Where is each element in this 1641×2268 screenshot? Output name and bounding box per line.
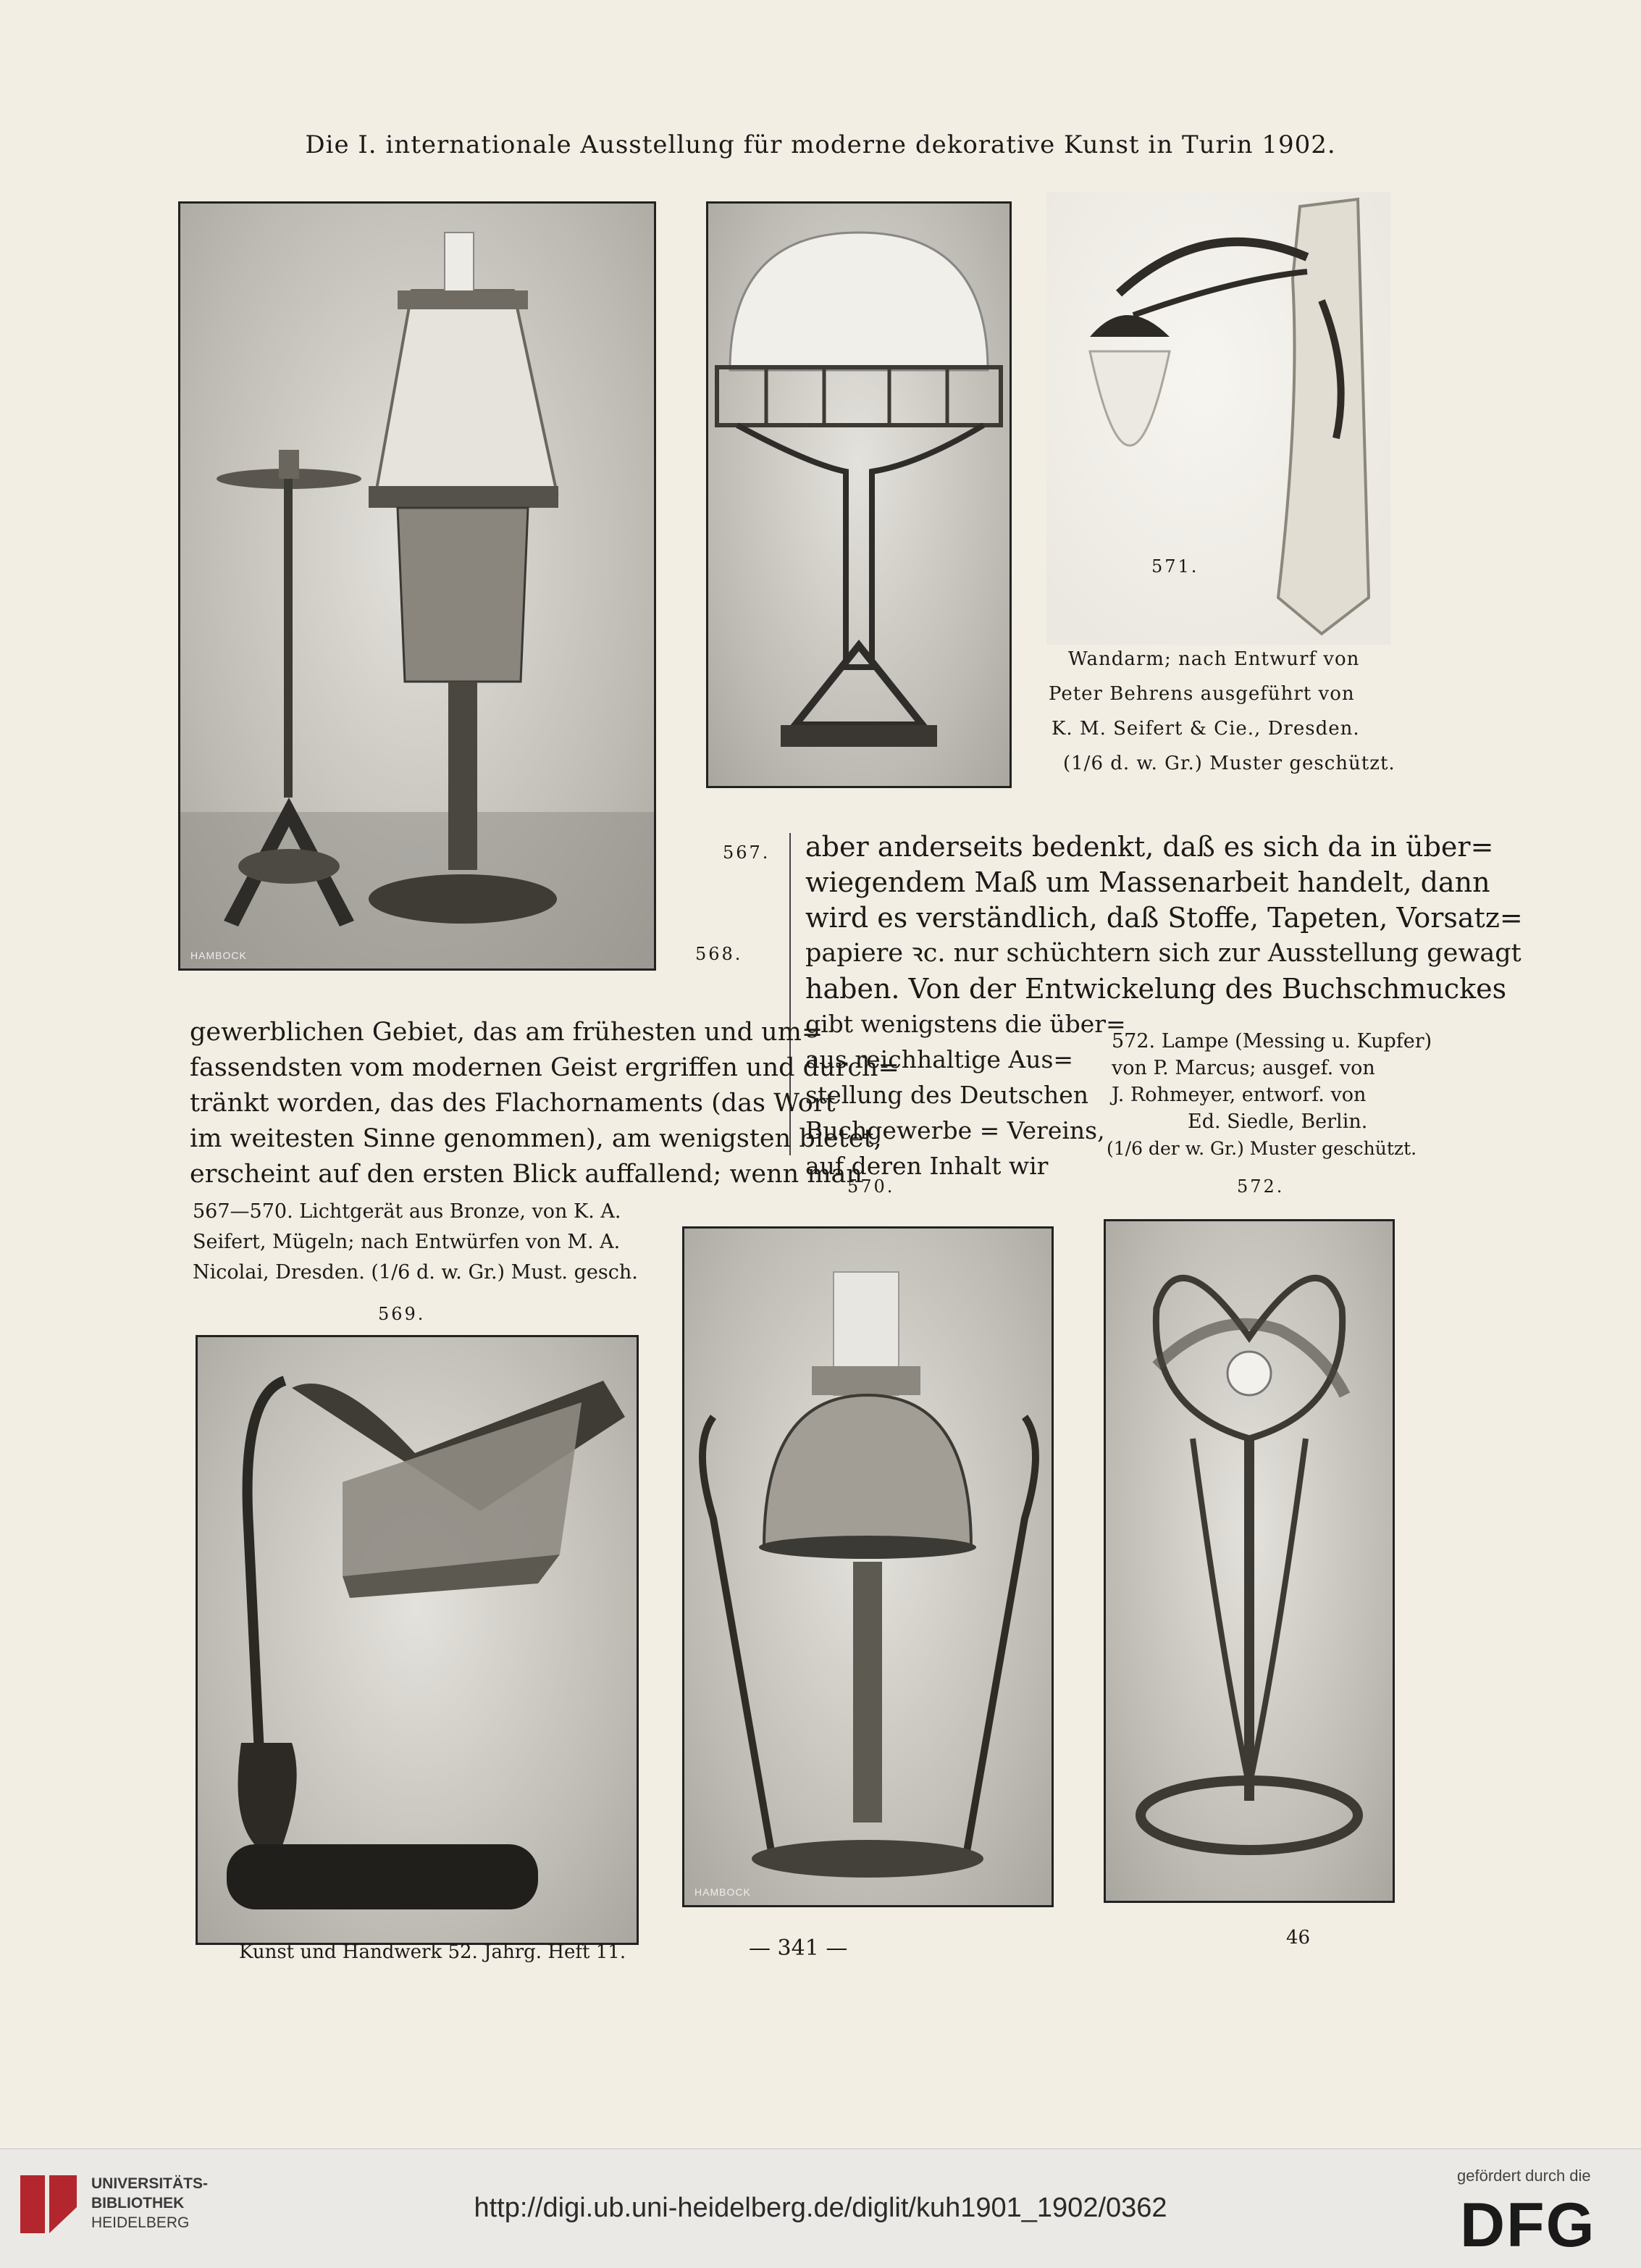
body-text-line: aus reichhaltige Aus= [805, 1045, 1074, 1074]
body-text-line: papiere ꝛc. nur schüchtern sich zur Ausstellung gewagt [805, 939, 1522, 968]
body-text-line: Buchgewerbe = Vereins, [805, 1116, 1105, 1145]
body-text-line: haben. Von der Entwickelung des Buchschmuckes [805, 973, 1507, 1005]
body-text-line: erscheint auf den ersten Blick auffallend; wenn man [190, 1160, 863, 1189]
body-text-line: aber anderseits bedenkt, daß es sich da in über= [805, 831, 1494, 863]
plate-number-569: 569. [378, 1304, 426, 1324]
photo-568 [178, 201, 656, 971]
plate-number-568: 568. [695, 944, 743, 964]
body-text-line: fassendsten vom modernen Geist ergriffen und durch= [190, 1053, 899, 1082]
plate-number-570: 570. [847, 1176, 895, 1197]
body-text-line: wiegendem Maß um Massenarbeit handelt, dann [805, 866, 1490, 898]
body-text-line: tränkt worden, das des Flachornaments (das Wort [190, 1089, 836, 1118]
caption-571-line: (1/6 d. w. Gr.) Muster geschützt. [1063, 753, 1396, 774]
lamp-illustration-568 [180, 204, 654, 968]
caption-567-570-line: Seifert, Mügeln; nach Entwürfen von M. A. [193, 1231, 621, 1253]
library-name-line: UNIVERSITÄTS- [91, 2175, 209, 2192]
body-text-line: stellung des Deutschen [805, 1081, 1088, 1109]
photo-570 [682, 1226, 1054, 1907]
caption-572-line: (1/6 der w. Gr.) Muster geschützt. [1107, 1138, 1417, 1159]
caption-571-line: K. M. Seifert & Cie., Dresden. [1052, 718, 1360, 740]
plate-number-572: 572. [1237, 1176, 1285, 1197]
journal-footer: Kunst und Handwerk 52. Jahrg. Heft 11. [239, 1941, 626, 1963]
funded-by-label: gefördert durch die [1457, 2167, 1591, 2185]
body-text-line: im weitesten Sinne genommen), am wenigsten bietet, [190, 1124, 882, 1153]
photo-569 [196, 1335, 639, 1945]
photo-567 [706, 201, 1012, 788]
lamp-illustration-569 [198, 1337, 637, 1943]
page-header: Die I. internationale Ausstellung für moderne dekorative Kunst in Turin 1902. [305, 130, 1336, 159]
photo-572 [1104, 1219, 1395, 1903]
body-text-line: gewerblichen Gebiet, das am frühesten und um= [190, 1018, 823, 1047]
library-footer [0, 2148, 1641, 2268]
lamp-illustration-567 [708, 204, 1010, 786]
photo-watermark: HAMBOCK [694, 1886, 751, 1898]
lamp-illustration-572 [1106, 1221, 1393, 1901]
page-number: — 341 — [749, 1936, 848, 1961]
sheet-number: 46 [1286, 1927, 1311, 1949]
plate-number-567: 567. [723, 842, 771, 863]
caption-572-line: Ed. Siedle, Berlin. [1188, 1110, 1368, 1133]
caption-572-line: von P. Marcus; ausgef. von [1112, 1057, 1375, 1079]
plate-number-571: 571. [1151, 556, 1199, 577]
caption-571-line: Peter Behrens ausgeführt von [1049, 683, 1355, 705]
library-name-line: BIBLIOTHEK [91, 2195, 185, 2211]
dfg-logo: DFG [1460, 2190, 1596, 2260]
library-name-line: HEIDELBERG [91, 2214, 190, 2231]
document-url[interactable]: http://digi.ub.uni-heidelberg.de/diglit/kuh1901_1902/0362 [474, 2193, 1167, 2223]
photo-watermark: HAMBOCK [190, 950, 247, 961]
caption-567-570-line: Nicolai, Dresden. (1/6 d. w. Gr.) Must. gesch. [193, 1261, 638, 1284]
caption-572-line: J. Rohmeyer, entworf. von [1112, 1084, 1367, 1106]
body-text-line: gibt wenigstens die über= [805, 1010, 1126, 1038]
lamp-illustration-571 [1046, 192, 1390, 645]
caption-567-570-line: 567—570. Lichtgerät aus Bronze, von K. A. [193, 1200, 621, 1223]
photo-571 [1046, 192, 1390, 645]
body-text-line: wird es verständlich, daß Stoffe, Tapeten, Vorsatz= [805, 902, 1523, 934]
body-text-line: auf deren Inhalt wir [805, 1152, 1049, 1180]
lamp-illustration-570 [684, 1229, 1052, 1905]
caption-572-line: 572. Lampe (Messing u. Kupfer) [1112, 1030, 1432, 1053]
caption-571-line: Wandarm; nach Entwurf von [1068, 648, 1360, 670]
